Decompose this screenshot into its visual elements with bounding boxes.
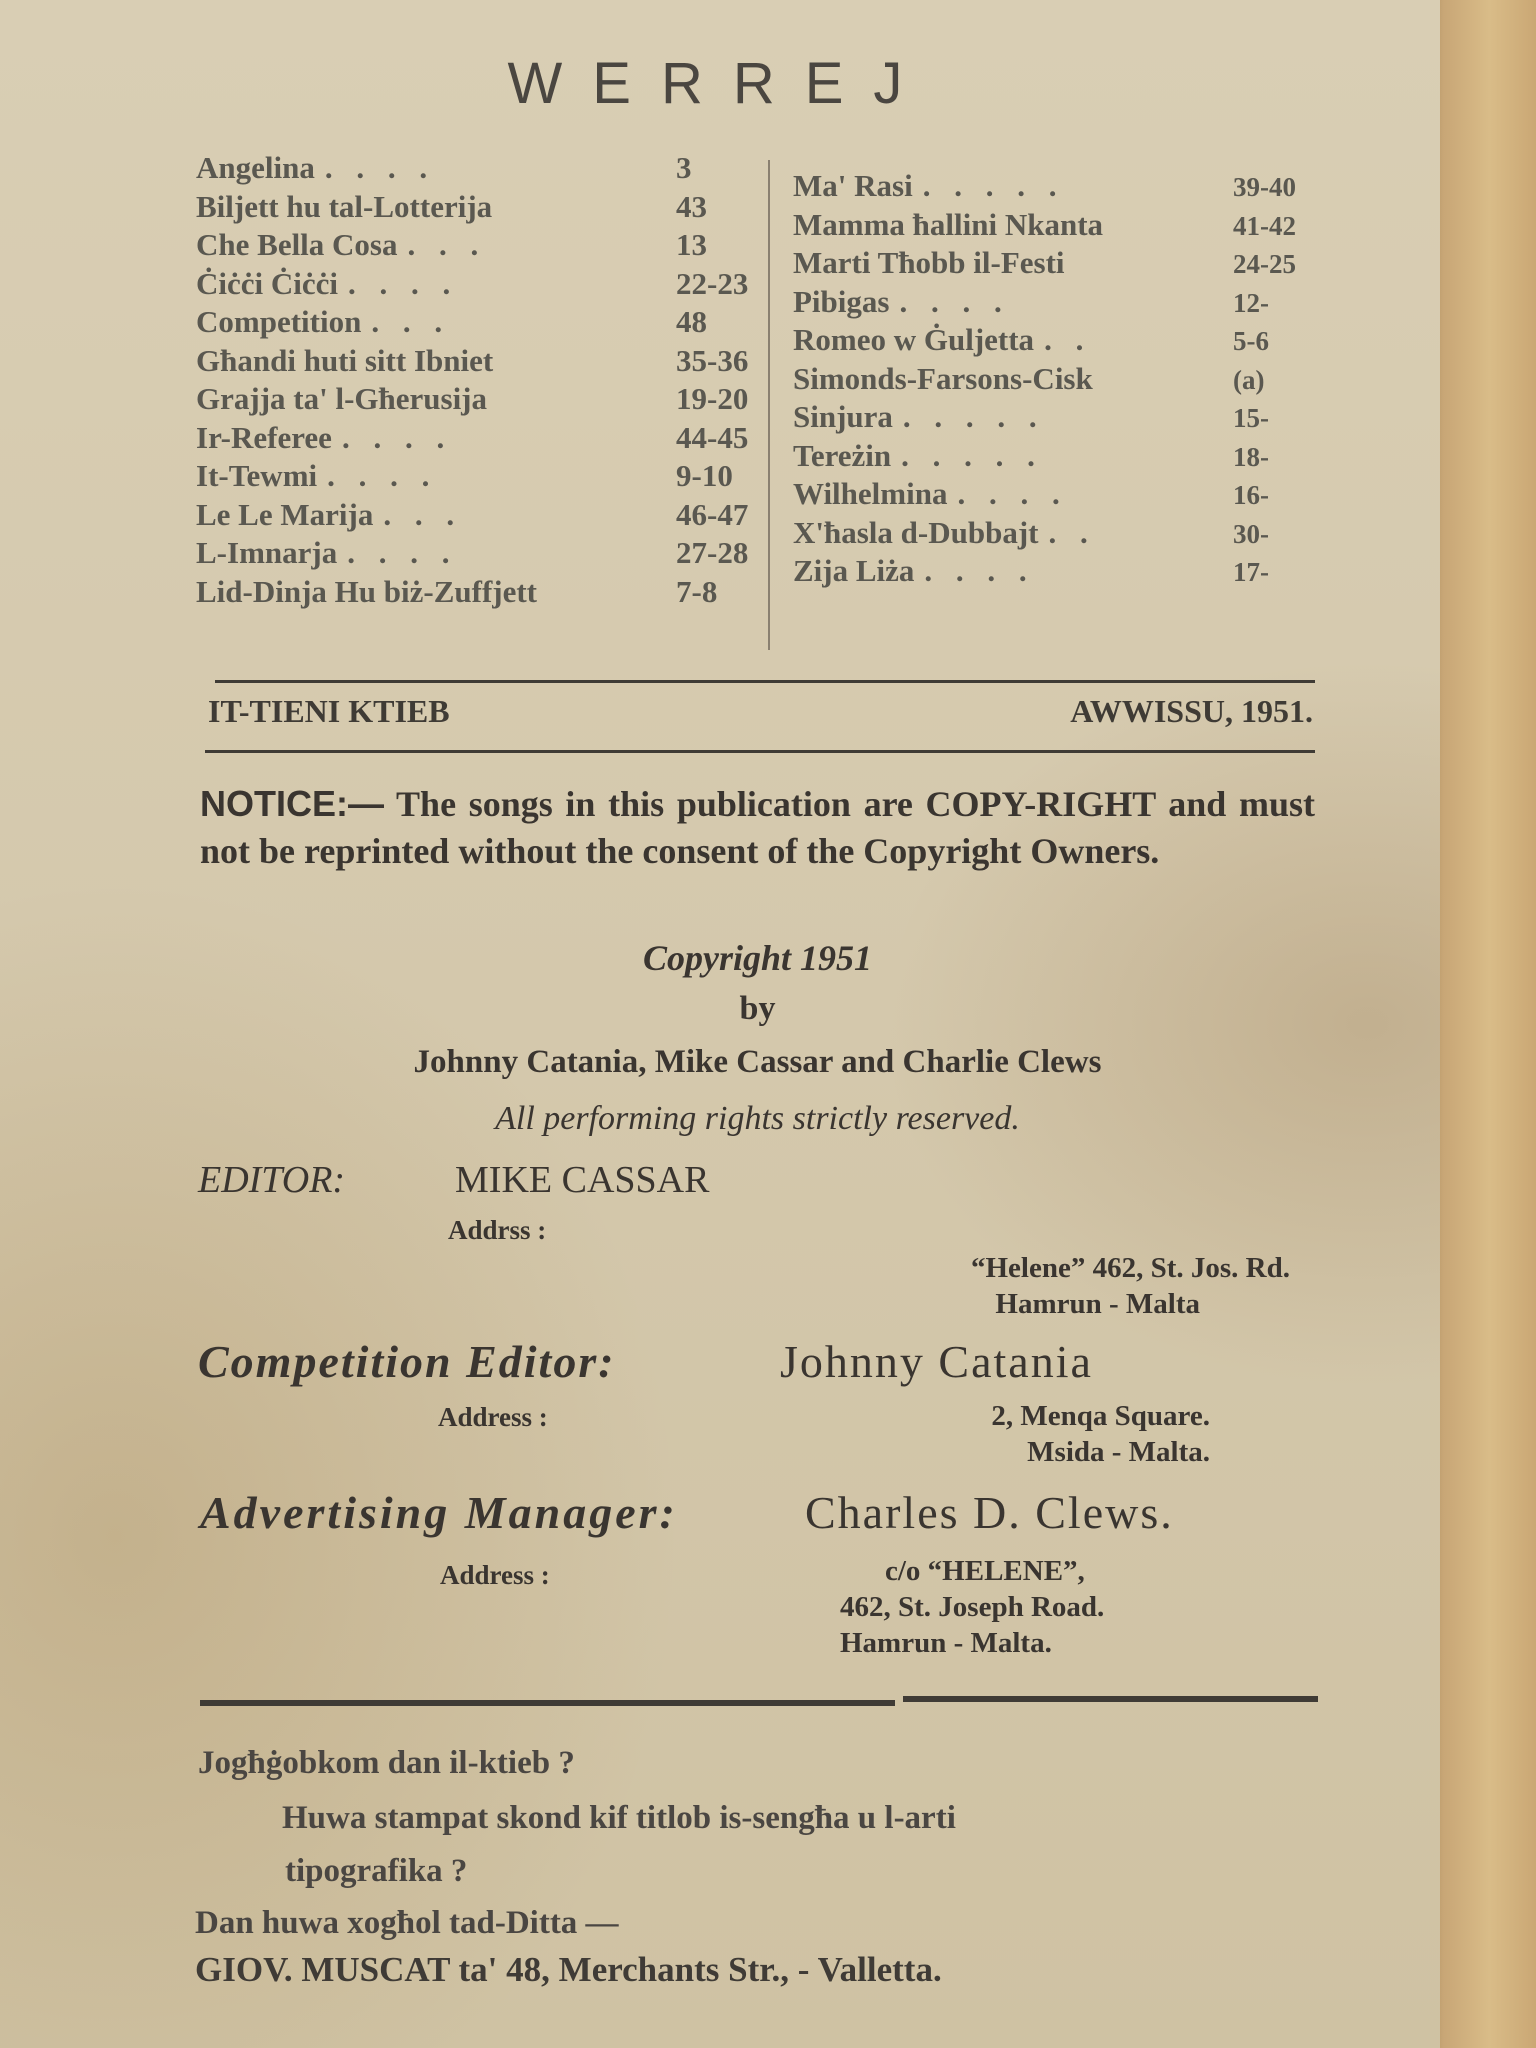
- advertising-manager-name: Charles D. Clews.: [805, 1487, 1174, 1538]
- toc-entry-leader: . . . .: [899, 283, 1010, 319]
- toc-entry-page: 41-42: [1233, 210, 1296, 241]
- toc-entry-title: Marti Tħobb il-Festi: [793, 245, 1065, 280]
- toc-entry: [196, 227, 756, 266]
- toc-entry-title: Angelina: [196, 150, 315, 185]
- toc-entry-title: Grajja ta' l-Għerusija: [196, 381, 488, 416]
- top-rule: [215, 680, 1315, 683]
- toc-entry-page: 18-: [1233, 441, 1269, 472]
- toc-entry-title: Lid-Dinja Hu biż-Zuffjett: [196, 573, 537, 609]
- toc-entry-page: 19-20: [676, 381, 749, 416]
- toc-entry-leader: . . .: [383, 496, 463, 532]
- toc-right-column: [793, 168, 1313, 592]
- advertising-manager-address-label: Address :: [440, 1560, 550, 1590]
- toc-left-column: [196, 150, 756, 612]
- toc-entry-page: (a): [1233, 364, 1265, 395]
- competition-editor-address-label: Address :: [438, 1402, 548, 1432]
- toc-entry: [793, 553, 1313, 592]
- toc-entry-page: 27-28: [676, 535, 749, 570]
- footer-question-1: Jogħġobkom dan il-ktieb ?: [198, 1745, 575, 1781]
- footer-question-2a: Huwa stampat skond kif titlob is-sengħa u l-arti: [282, 1800, 956, 1836]
- toc-entry-page: 39-40: [1233, 172, 1296, 202]
- toc-entry-page: 7-8: [676, 573, 718, 609]
- notice-text: The songs in this publication are COPY-RIGHT and must not be reprinted without the consent of the Copyright Owners.: [200, 784, 1315, 871]
- toc-entry-title: Biljett hu tal-Lotterija: [196, 188, 493, 224]
- advertising-manager-address: [840, 1553, 1240, 1661]
- toc-entry: [196, 150, 756, 189]
- copyright-year: Copyright 1951: [642, 938, 873, 978]
- footer-question-2b: tipografika ?: [285, 1853, 468, 1889]
- editor-address-line2: Hamrun - Malta: [995, 1288, 1200, 1320]
- toc-entry: [793, 438, 1313, 477]
- competition-editor-address: [800, 1398, 1210, 1470]
- issue-date: AWWISSU, 1951.: [1070, 693, 1313, 729]
- toc-entry-title: L-Imnarja: [196, 535, 338, 570]
- competition-editor-name: Johnny Catania: [780, 1336, 1093, 1387]
- toc-entry-page: 24-25: [1233, 249, 1296, 279]
- toc-entry-page: 15-: [1233, 403, 1269, 433]
- toc-entry-page: 16-: [1233, 480, 1269, 510]
- toc-entry-page: 17-: [1233, 557, 1269, 587]
- toc-entry-page: 22-23: [676, 265, 749, 301]
- toc-entry-title: It-Tewmi: [196, 458, 318, 493]
- toc-entry-title: Competition: [196, 304, 362, 339]
- toc-entry-title: Zija Liża: [793, 553, 915, 588]
- toc-entry-leader: . . . .: [924, 553, 1035, 588]
- toc-entry: [793, 207, 1313, 246]
- toc-entry: [196, 458, 756, 497]
- printer-line-1: Dan huwa xogħol tad-Ditta —: [195, 1905, 619, 1941]
- toc-entry: [196, 343, 756, 382]
- toc-entry: [793, 515, 1313, 554]
- footer-rule-right: [903, 1696, 1318, 1702]
- toc-entry: [196, 497, 756, 536]
- footer-rule-left: [200, 1700, 895, 1706]
- toc-entry: [196, 266, 756, 305]
- editor-name: MIKE CASSAR: [455, 1159, 710, 1201]
- toc-entry: [196, 304, 756, 343]
- toc-entry-title: Simonds-Farsons-Cisk: [793, 360, 1093, 396]
- competition-editor-address-line1: 2, Menqa Square.: [991, 1400, 1210, 1432]
- toc-entry-title: Le Le Marija: [196, 496, 374, 532]
- copyright-by: by: [739, 990, 776, 1027]
- toc-entry-leader: . . . .: [341, 419, 453, 455]
- second-rule: [205, 750, 1315, 753]
- page-title: WERREJ: [507, 51, 933, 116]
- toc-entry-title: Romeo w Ġuljetta: [793, 322, 1035, 357]
- toc-entry-title: Mamma ħallini Nkanta: [793, 206, 1104, 242]
- toc-entry: [793, 168, 1313, 207]
- toc-entry-title: Che Bella Cosa: [196, 227, 398, 262]
- toc-entry: [793, 476, 1313, 515]
- toc-entry-leader: . . .: [407, 227, 487, 262]
- toc-entry-leader: . . . .: [327, 458, 438, 493]
- toc-entry: [196, 574, 756, 613]
- toc-entry-page: 35-36: [676, 342, 749, 378]
- toc-entry-page: 44-45: [676, 419, 749, 455]
- toc-entry: [793, 399, 1313, 438]
- toc-entry: [793, 245, 1313, 284]
- toc-entry-leader: . . . . .: [902, 399, 1045, 434]
- toc-entry: [793, 361, 1313, 400]
- toc-entry-title: Ir-Referee: [196, 419, 332, 455]
- toc-entry-title: X'ħasla d-Dubbajt: [793, 514, 1039, 550]
- toc-entry: [793, 284, 1313, 323]
- performing-rights: All performing rights strictly reserved.: [495, 1100, 1020, 1137]
- toc-entry-page: 9-10: [676, 458, 733, 493]
- toc-entry: [196, 420, 756, 459]
- toc-entry-page: 13: [676, 227, 707, 262]
- competition-editor-address-line2: Msida - Malta.: [1027, 1436, 1210, 1468]
- column-divider: [768, 160, 770, 650]
- toc-entry-page: 30-: [1233, 518, 1269, 549]
- copyright-owners: Johnny Catania, Mike Cassar and Charlie Clews: [413, 1044, 1102, 1080]
- toc-entry-leader: . . . . .: [922, 168, 1065, 203]
- toc-entry: [793, 322, 1313, 361]
- advertising-manager-address-line1: c/o “HELENE”,: [885, 1555, 1085, 1587]
- advertising-manager-address-line2: 462, St. Joseph Road.: [840, 1591, 1105, 1623]
- toc-entry: [196, 189, 756, 228]
- toc-entry-leader: . . . .: [324, 150, 436, 185]
- issue-volume: IT-TIENI KTIEB: [208, 693, 450, 729]
- editor-label: EDITOR:: [198, 1159, 346, 1201]
- toc-entry-leader: . . . .: [348, 265, 459, 301]
- toc-entry-leader: . . . . .: [901, 437, 1043, 473]
- toc-entry-title: Għandi huti sitt Ibniet: [196, 342, 494, 378]
- toc-entry-title: Pibigas: [793, 283, 890, 319]
- toc-entry-page: 46-47: [676, 496, 749, 532]
- copyright-notice: [200, 780, 1315, 875]
- printer-line-2: GIOV. MUSCAT ta' 48, Merchants Str., - Valletta.: [195, 1950, 942, 1989]
- toc-entry-title: Ma' Rasi: [793, 168, 913, 203]
- advertising-manager-label: Advertising Manager:: [200, 1487, 678, 1538]
- toc-entry-page: 43: [676, 188, 707, 224]
- toc-entry-title: Sinjura: [793, 399, 893, 434]
- toc-entry-page: 5-6: [1233, 326, 1269, 356]
- competition-editor-label: Competition Editor:: [198, 1336, 616, 1387]
- toc-entry-page: 48: [676, 304, 707, 339]
- advertising-manager-address-line3: Hamrun - Malta.: [840, 1627, 1052, 1659]
- toc-entry-leader: . . . .: [957, 476, 1068, 511]
- editor-address: [760, 1250, 1290, 1322]
- toc-entry: [196, 535, 756, 574]
- toc-entry-page: 12-: [1233, 287, 1269, 318]
- toc-entry-title: Wilhelmina: [793, 476, 948, 511]
- toc-entry-leader: . .: [1048, 514, 1096, 550]
- toc-entry-page: 3: [676, 150, 692, 185]
- notice-label: NOTICE:—: [200, 783, 384, 824]
- toc-entry-leader: . . .: [371, 304, 451, 339]
- toc-entry: [196, 381, 756, 420]
- toc-entry-title: Ċiċċi Ċiċċi: [196, 265, 339, 301]
- toc-entry-leader: . . . .: [347, 535, 458, 570]
- editor-address-label: Addrss :: [448, 1215, 547, 1245]
- toc-entry-leader: . .: [1044, 322, 1092, 357]
- toc-entry-title: Tereżin: [793, 437, 892, 473]
- editor-address-line1: “Helene” 462, St. Jos. Rd.: [971, 1252, 1290, 1284]
